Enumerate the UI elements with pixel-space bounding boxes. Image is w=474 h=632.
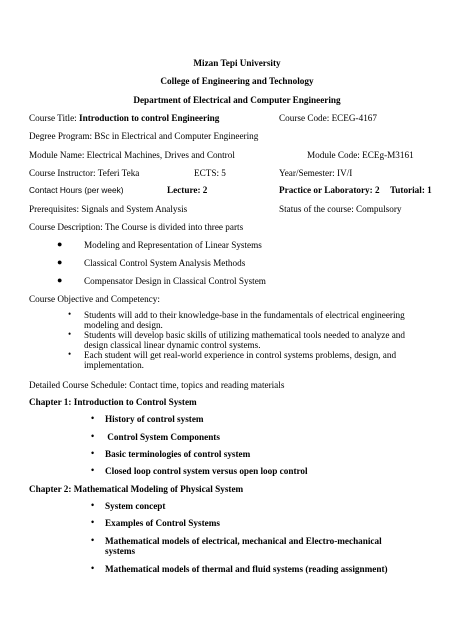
bullet-icon: ● bbox=[57, 257, 63, 267]
bullet-icon: • bbox=[91, 535, 95, 545]
chapter-1-topic-3: Basic terminologies of control system bbox=[105, 449, 251, 459]
chapter-1-title: Chapter 1: Introduction to Control System bbox=[29, 397, 197, 407]
module-code: Module Code: ECEg-M3161 bbox=[307, 150, 414, 160]
chapter-1-topic-4: Closed loop control system versus open loop control bbox=[105, 466, 308, 476]
chapter-2-topic-4: Mathematical models of thermal and fluid systems (reading assignment) bbox=[105, 564, 388, 574]
bullet-icon: • bbox=[91, 500, 95, 510]
year-semester: Year/Semester: IV/I bbox=[279, 168, 353, 178]
chapter-2-title: Chapter 2: Mathematical Modeling of Physical System bbox=[29, 484, 244, 494]
bullet-icon: • bbox=[68, 349, 72, 359]
chapter-1-topic-2: Control System Components bbox=[105, 432, 220, 442]
bullet-icon: • bbox=[91, 431, 95, 441]
lecture-hours: Lecture: 2 bbox=[167, 185, 208, 195]
bullet-icon: • bbox=[91, 413, 95, 423]
bullet-icon: • bbox=[91, 563, 95, 573]
bullet-icon: ● bbox=[57, 275, 63, 285]
course-status: Status of the course: Compulsory bbox=[279, 204, 402, 214]
bullet-icon: ● bbox=[57, 239, 63, 249]
objective-item-1: Students will add to their knowledge-base in the fundamentals of electrical engineering modeling and design. bbox=[84, 310, 405, 331]
module-name: Module Name: Electrical Machines, Drives and Control bbox=[29, 150, 235, 160]
course-code: Course Code: ECEG-4167 bbox=[279, 113, 377, 123]
description-part-1: Modeling and Representation of Linear Systems bbox=[84, 240, 262, 250]
objective-item-3: Each student will get real-world experience in control systems problems, design, and implementation. bbox=[84, 350, 397, 371]
schedule-intro: Detailed Course Schedule: Contact time, topics and reading materials bbox=[29, 380, 285, 390]
course-title-line bbox=[29, 113, 219, 123]
department-name: Department of Electrical and Computer Engineering bbox=[133, 95, 341, 105]
course-title-value: Introduction to control Engineering bbox=[79, 113, 220, 123]
objective-item-2: Students will develop basic skills of utilizing mathematical tools needed to analyze and design classical linear dynamic control systems. bbox=[84, 330, 405, 351]
practice-hours: Practice or Laboratory: 2 bbox=[279, 185, 380, 195]
description-part-2: Classical Control System Analysis Methods bbox=[84, 258, 246, 268]
course-instructor: Course Instructor: Teferi Teka bbox=[29, 168, 140, 178]
chapter-1-topic-1: History of control system bbox=[105, 414, 204, 424]
ects: ECTS: 5 bbox=[194, 168, 226, 178]
objectives-heading: Course Objective and Competency: bbox=[29, 294, 160, 304]
course-description-intro: Course Description: The Course is divided into three parts bbox=[29, 222, 244, 232]
contact-hours-label: Contact Hours (per week) bbox=[29, 185, 124, 195]
university-name: Mizan Tepi University bbox=[193, 58, 281, 68]
chapter-2-topic-1: System concept bbox=[105, 501, 166, 511]
degree-program: Degree Program: BSc in Electrical and Computer Engineering bbox=[29, 131, 259, 141]
tutorial-hours: Tutorial: 1 bbox=[390, 185, 432, 195]
chapter-2-topic-3: Mathematical models of electrical, mechanical and Electro-mechanical systems bbox=[105, 536, 382, 557]
course-title-label: Course Title: bbox=[29, 113, 80, 123]
chapter-2-topic-2: Examples of Control Systems bbox=[105, 518, 220, 528]
description-part-3: Compensator Design in Classical Control System bbox=[84, 276, 266, 286]
college-name: College of Engineering and Technology bbox=[160, 76, 314, 86]
bullet-icon: • bbox=[91, 448, 95, 458]
prerequisites: Prerequisites: Signals and System Analysis bbox=[29, 204, 188, 214]
bullet-icon: • bbox=[68, 309, 72, 319]
bullet-icon: • bbox=[91, 465, 95, 475]
bullet-icon: • bbox=[91, 517, 95, 527]
bullet-icon: • bbox=[68, 329, 72, 339]
